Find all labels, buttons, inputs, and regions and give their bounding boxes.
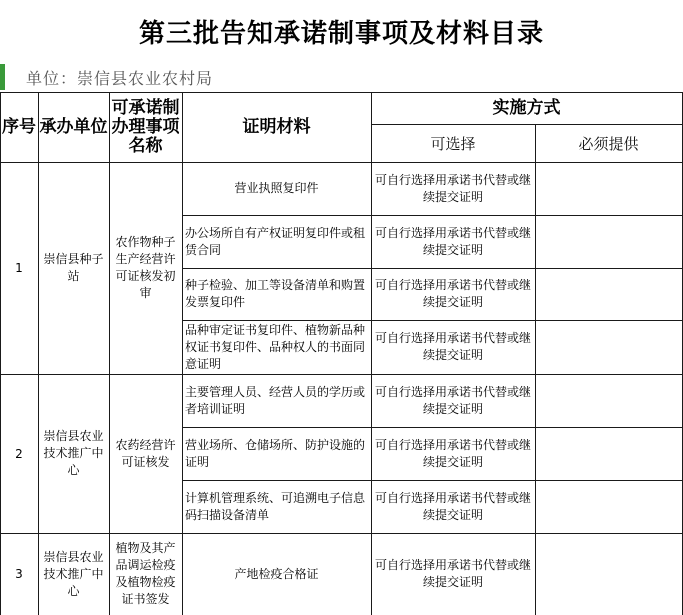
grid-line bbox=[535, 124, 536, 615]
row-material: 主要管理人员、经营人员的学历或者培训证明 bbox=[185, 384, 366, 416]
row-dept: 崇信县农业技术推广中心 bbox=[43, 549, 104, 598]
row-material: 营业场所、仓储场所、防护设施的证明 bbox=[185, 437, 366, 469]
row-seq: 3 bbox=[15, 567, 23, 581]
header-materials: 证明材料 bbox=[242, 116, 311, 137]
row-seq: 2 bbox=[15, 446, 23, 461]
grid-line bbox=[0, 92, 683, 93]
row-optional: 可自行选择用承诺书代替或继续提交证明 bbox=[374, 172, 531, 204]
row-dept: 崇信县种子站 bbox=[43, 252, 104, 283]
row-material: 营业执照复印件 bbox=[234, 181, 319, 195]
row-material: 产地检疫合格证 bbox=[234, 566, 319, 581]
header-optional: 可选择 bbox=[430, 134, 476, 153]
header-dept: 承办单位 bbox=[39, 116, 108, 137]
row-required bbox=[535, 162, 682, 215]
row-seq: 1 bbox=[15, 261, 23, 275]
row-optional: 可自行选择用承诺书代替或继续提交证明 bbox=[374, 558, 531, 589]
header-method: 实施方式 bbox=[492, 97, 561, 118]
row-dept: 崇信县农业技术推广中心 bbox=[43, 429, 104, 477]
page-title: 第三批告知承诺制事项及材料目录 bbox=[138, 18, 544, 49]
cell-marker bbox=[0, 64, 5, 90]
grid-line bbox=[182, 480, 683, 481]
grid-line bbox=[182, 320, 683, 321]
header-required: 必须提供 bbox=[578, 134, 639, 153]
grid-line bbox=[109, 92, 110, 615]
row-optional: 可自行选择用承诺书代替或继续提交证明 bbox=[374, 278, 531, 309]
row-optional: 可自行选择用承诺书代替或继续提交证明 bbox=[374, 437, 531, 469]
row-item: 农药经营许可证核发 bbox=[115, 437, 176, 469]
row-material: 办公场所自有产权证明复印件或租赁合同 bbox=[185, 225, 366, 257]
row-item: 农作物种子生产经营许可证核发初审 bbox=[115, 235, 176, 300]
row-required bbox=[535, 427, 682, 480]
grid-line bbox=[0, 162, 683, 163]
row-optional: 可自行选择用承诺书代替或继续提交证明 bbox=[374, 331, 531, 362]
grid-line bbox=[182, 92, 183, 615]
row-optional: 可自行选择用承诺书代替或继续提交证明 bbox=[374, 225, 531, 257]
grid-line bbox=[182, 215, 683, 216]
row-material: 品种审定证书复印件、植物新品种权证书复印件、品种权人的书面同意证明 bbox=[185, 322, 366, 371]
row-item: 植物及其产品调运检疫及植物检疫证书签发 bbox=[115, 541, 176, 606]
header-seq: 序号 bbox=[2, 116, 36, 137]
row-required bbox=[535, 215, 682, 268]
grid-line bbox=[182, 268, 683, 269]
row-required bbox=[535, 533, 682, 615]
unit-label bbox=[0, 62, 683, 92]
grid-line bbox=[0, 374, 683, 375]
row-required bbox=[535, 268, 682, 320]
row-material: 计算机管理系统、可追溯电子信息码扫描设备清单 bbox=[185, 490, 366, 522]
grid-line bbox=[371, 124, 683, 125]
row-required bbox=[535, 374, 682, 427]
grid-line bbox=[371, 92, 372, 615]
row-required bbox=[535, 480, 682, 533]
grid-line bbox=[182, 427, 683, 428]
row-optional: 可自行选择用承诺书代替或继续提交证明 bbox=[374, 490, 531, 522]
row-required bbox=[535, 320, 682, 374]
header-item: 可承诺制办理事项名称 bbox=[111, 97, 180, 156]
unit-text: 单位：崇信县农业农村局 bbox=[26, 68, 214, 88]
grid-line bbox=[0, 533, 683, 534]
grid-line bbox=[38, 92, 39, 615]
grid-line bbox=[0, 92, 1, 615]
row-material: 种子检验、加工等设备清单和购置发票复印件 bbox=[185, 278, 366, 309]
row-optional: 可自行选择用承诺书代替或继续提交证明 bbox=[374, 384, 531, 416]
